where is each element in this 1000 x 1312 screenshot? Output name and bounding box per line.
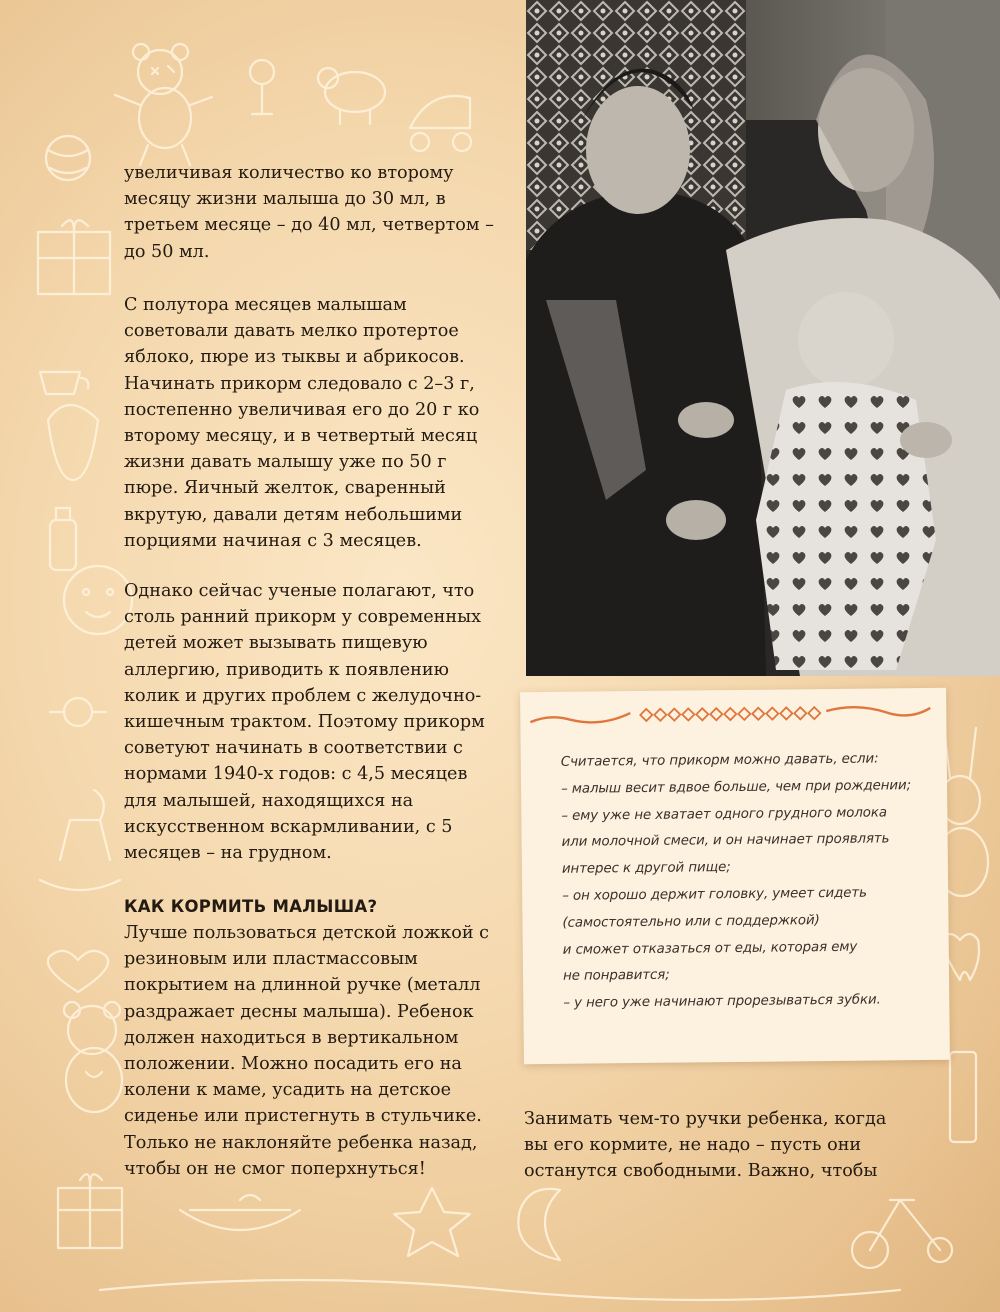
star-icon — [394, 1188, 470, 1256]
note-line: или молочной смеси, и он начинает проявлять — [561, 831, 890, 851]
moon-icon — [518, 1189, 560, 1260]
ball-icon — [46, 136, 90, 180]
note-line: интерес к другой пище; — [561, 860, 731, 877]
family-photo — [526, 0, 1000, 676]
pacifier-icon — [50, 698, 106, 726]
paragraph-3: Однако сейчас ученые полагают, что столь ранний прикорм у современных детей может вызывать пищевую аллергию, приводить к появлению колик и других проблем с желудочно-кишечным трактом. Поэтому прикорм советуют начинать в соответствии с нормами 1940-х годов: с 4,5 месяцев для малышей, находящихся на искусственном вскармливании, с 5 месяцев – на грудном. — [124, 581, 485, 864]
teddy-bear-bottom-icon — [64, 1002, 122, 1112]
bath-icon — [180, 1195, 300, 1230]
heart-icon — [48, 951, 108, 992]
cup-icon — [40, 372, 88, 394]
bib-icon — [48, 405, 98, 480]
decorative-orange-border — [520, 694, 946, 738]
gift-box-icon — [38, 220, 110, 294]
rocking-horse-icon — [40, 790, 120, 890]
note-line: – малыш весит вдвое больше, чем при рождении; — [561, 777, 912, 797]
paragraph-1: увеличивая количество ко второму месяцу жизни малыша до 30 мл, в третьем месяце – до 40 мл, четвертом – до 50 мл. — [124, 163, 494, 262]
bottle-icon — [50, 508, 76, 570]
note-line: не понравится; — [562, 968, 670, 985]
note-text — [561, 746, 944, 1018]
note-line: – он хорошо держит головку, умеет сидеть — [562, 885, 867, 904]
cream-tube-icon — [950, 1052, 976, 1142]
rattle-icon — [250, 60, 274, 114]
note-line: – ему уже не хватает одного грудного молока — [561, 804, 888, 824]
stroller-icon — [410, 96, 471, 151]
baby-face-icon — [64, 566, 132, 634]
note-line: Считается, что прикорм можно давать, если: — [560, 751, 879, 770]
gift-box-bottom-icon — [58, 1174, 122, 1248]
note-line: и сможет отказаться от еды, которая ему — [562, 939, 858, 958]
paragraph-2: С полутора месяцев малышам советовали давать мелко протертое яблоко, пюре из тыквы и абрикосов. Начинать прикорм следовало с 2–3 г, постепенно увеличивая его до 20 г ко второму месяцу, и в четвертый месяц жизни давать малышу уже по 50 г пюре. Яичный желток, сваренный вкрутую, давали детям небольшими порциями начиная с 3 месяцев. — [124, 295, 480, 551]
note-line: (самостоятельно или с поддержкой) — [562, 912, 820, 931]
paragraph-4: Лучше пользоваться детской ложкой с резиновым или пластмассовым покрытием на длинной ручке (металл раздражает десны малыша). Ребенок должен находиться в вертикальном положении. Можно посадить его на колени к маме, усадить на детское сиденье или пристегнуть в стульчике. Только не наклоняйте ребенка назад, чтобы он не смог поперхнуться! — [124, 923, 489, 1179]
note-line: – у него уже начинают прорезываться зубки. — [563, 992, 881, 1011]
section-heading: КАК КОРМИТЬ МАЛЫША? — [124, 897, 378, 916]
teddy-bear-icon — [115, 44, 212, 165]
note-card — [520, 688, 950, 1064]
paragraph-right: Занимать чем-то ручки ребенка, когда вы его кормите, не надо – пусть они останутся свободными. Важно, чтобы — [524, 1109, 887, 1182]
sheep-icon — [318, 68, 385, 124]
tricycle-icon — [852, 1200, 952, 1268]
